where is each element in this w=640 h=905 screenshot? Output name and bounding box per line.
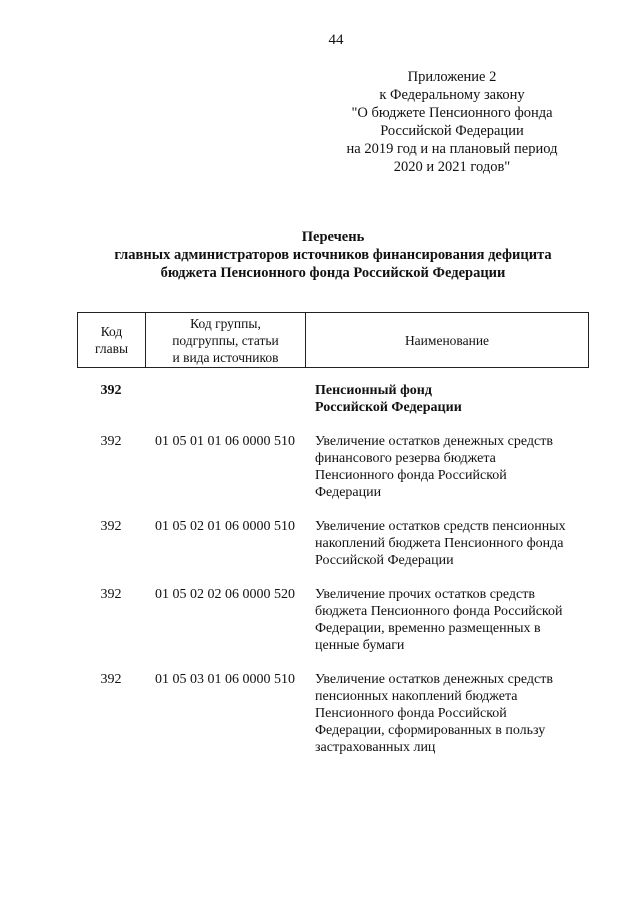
header-cell-group: [146, 313, 306, 367]
row-group-code: 01 05 03 01 06 0000 510: [155, 672, 295, 687]
row-code: 392: [100, 672, 122, 687]
row-group-code: [145, 382, 311, 416]
row-code: 392: [100, 434, 122, 449]
header-code-label: Код главы: [94, 324, 129, 356]
annex-line: к Федеральному закону: [379, 87, 525, 103]
row-name-line: Пенсионный фонд: [315, 383, 432, 398]
row-name-line: Увеличение остатков денежных средств: [315, 672, 553, 687]
row-name: [311, 586, 597, 654]
title-line: Перечень: [301, 229, 365, 245]
table-header: [77, 312, 589, 368]
row-group-code: 01 05 02 01 06 0000 510: [155, 519, 295, 534]
row-name-line: ценные бумаги: [315, 638, 405, 653]
row-name-line: застрахованных лиц: [315, 740, 436, 755]
table-row: [77, 586, 597, 654]
title-line: главных администраторов источников финансирования дефицита: [114, 247, 552, 263]
table-body: [77, 382, 597, 773]
row-name-line: пенсионных накоплений бюджета: [315, 689, 518, 704]
row-name-line: Федерации: [315, 485, 382, 500]
header-cell-code: [78, 313, 146, 367]
row-group-code: 01 05 02 02 06 0000 520: [155, 587, 295, 602]
row-name-line: Российской Федерации: [315, 400, 462, 415]
table-row: [77, 671, 597, 756]
row-name-line: Федерации, сформированных в пользу: [315, 723, 546, 738]
row-name-line: накоплений бюджета Пенсионного фонда: [315, 536, 564, 551]
annex-line: Российской Федерации: [380, 123, 524, 139]
row-name-line: Федерации, временно размещенных в: [315, 621, 541, 636]
row-name-line: бюджета Пенсионного фонда Российской: [315, 604, 563, 619]
row-name-line: финансового резерва бюджета: [315, 451, 496, 466]
row-code: 392: [100, 383, 122, 398]
table-row: [77, 433, 597, 501]
annex-line: Приложение 2: [407, 69, 497, 85]
title-line: бюджета Пенсионного фонда Российской Федерации: [160, 265, 506, 281]
annex-block: [340, 68, 564, 176]
row-name: [311, 382, 597, 416]
row-name-line: Увеличение остатков средств пенсионных: [315, 519, 566, 534]
row-name-line: Пенсионного фонда Российской: [315, 706, 507, 721]
annex-line: "О бюджете Пенсионного фонда: [351, 105, 553, 121]
header-name-label: Наименование: [404, 332, 490, 348]
header-group-label: Код группы, подгруппы, статьи и вида источников: [172, 315, 279, 365]
row-name: [311, 433, 597, 501]
page-number: 44: [328, 32, 344, 48]
annex-line: 2020 и 2021 годов": [393, 159, 511, 175]
row-code: 392: [100, 587, 122, 602]
row-group-code: 01 05 01 01 06 0000 510: [155, 434, 295, 449]
row-name-line: Российской Федерации: [315, 553, 454, 568]
table-row: [77, 382, 597, 416]
row-name: [311, 671, 597, 756]
row-name-line: Увеличение прочих остатков средств: [315, 587, 536, 602]
table-row: [77, 518, 597, 569]
row-code: 392: [100, 519, 122, 534]
row-name-line: Пенсионного фонда Российской: [315, 468, 507, 483]
document-title: [60, 228, 606, 282]
row-name: [311, 518, 597, 569]
header-cell-name: [306, 313, 588, 367]
annex-line: на 2019 год и на плановый период: [346, 141, 558, 157]
row-name-line: Увеличение остатков денежных средств: [315, 434, 553, 449]
